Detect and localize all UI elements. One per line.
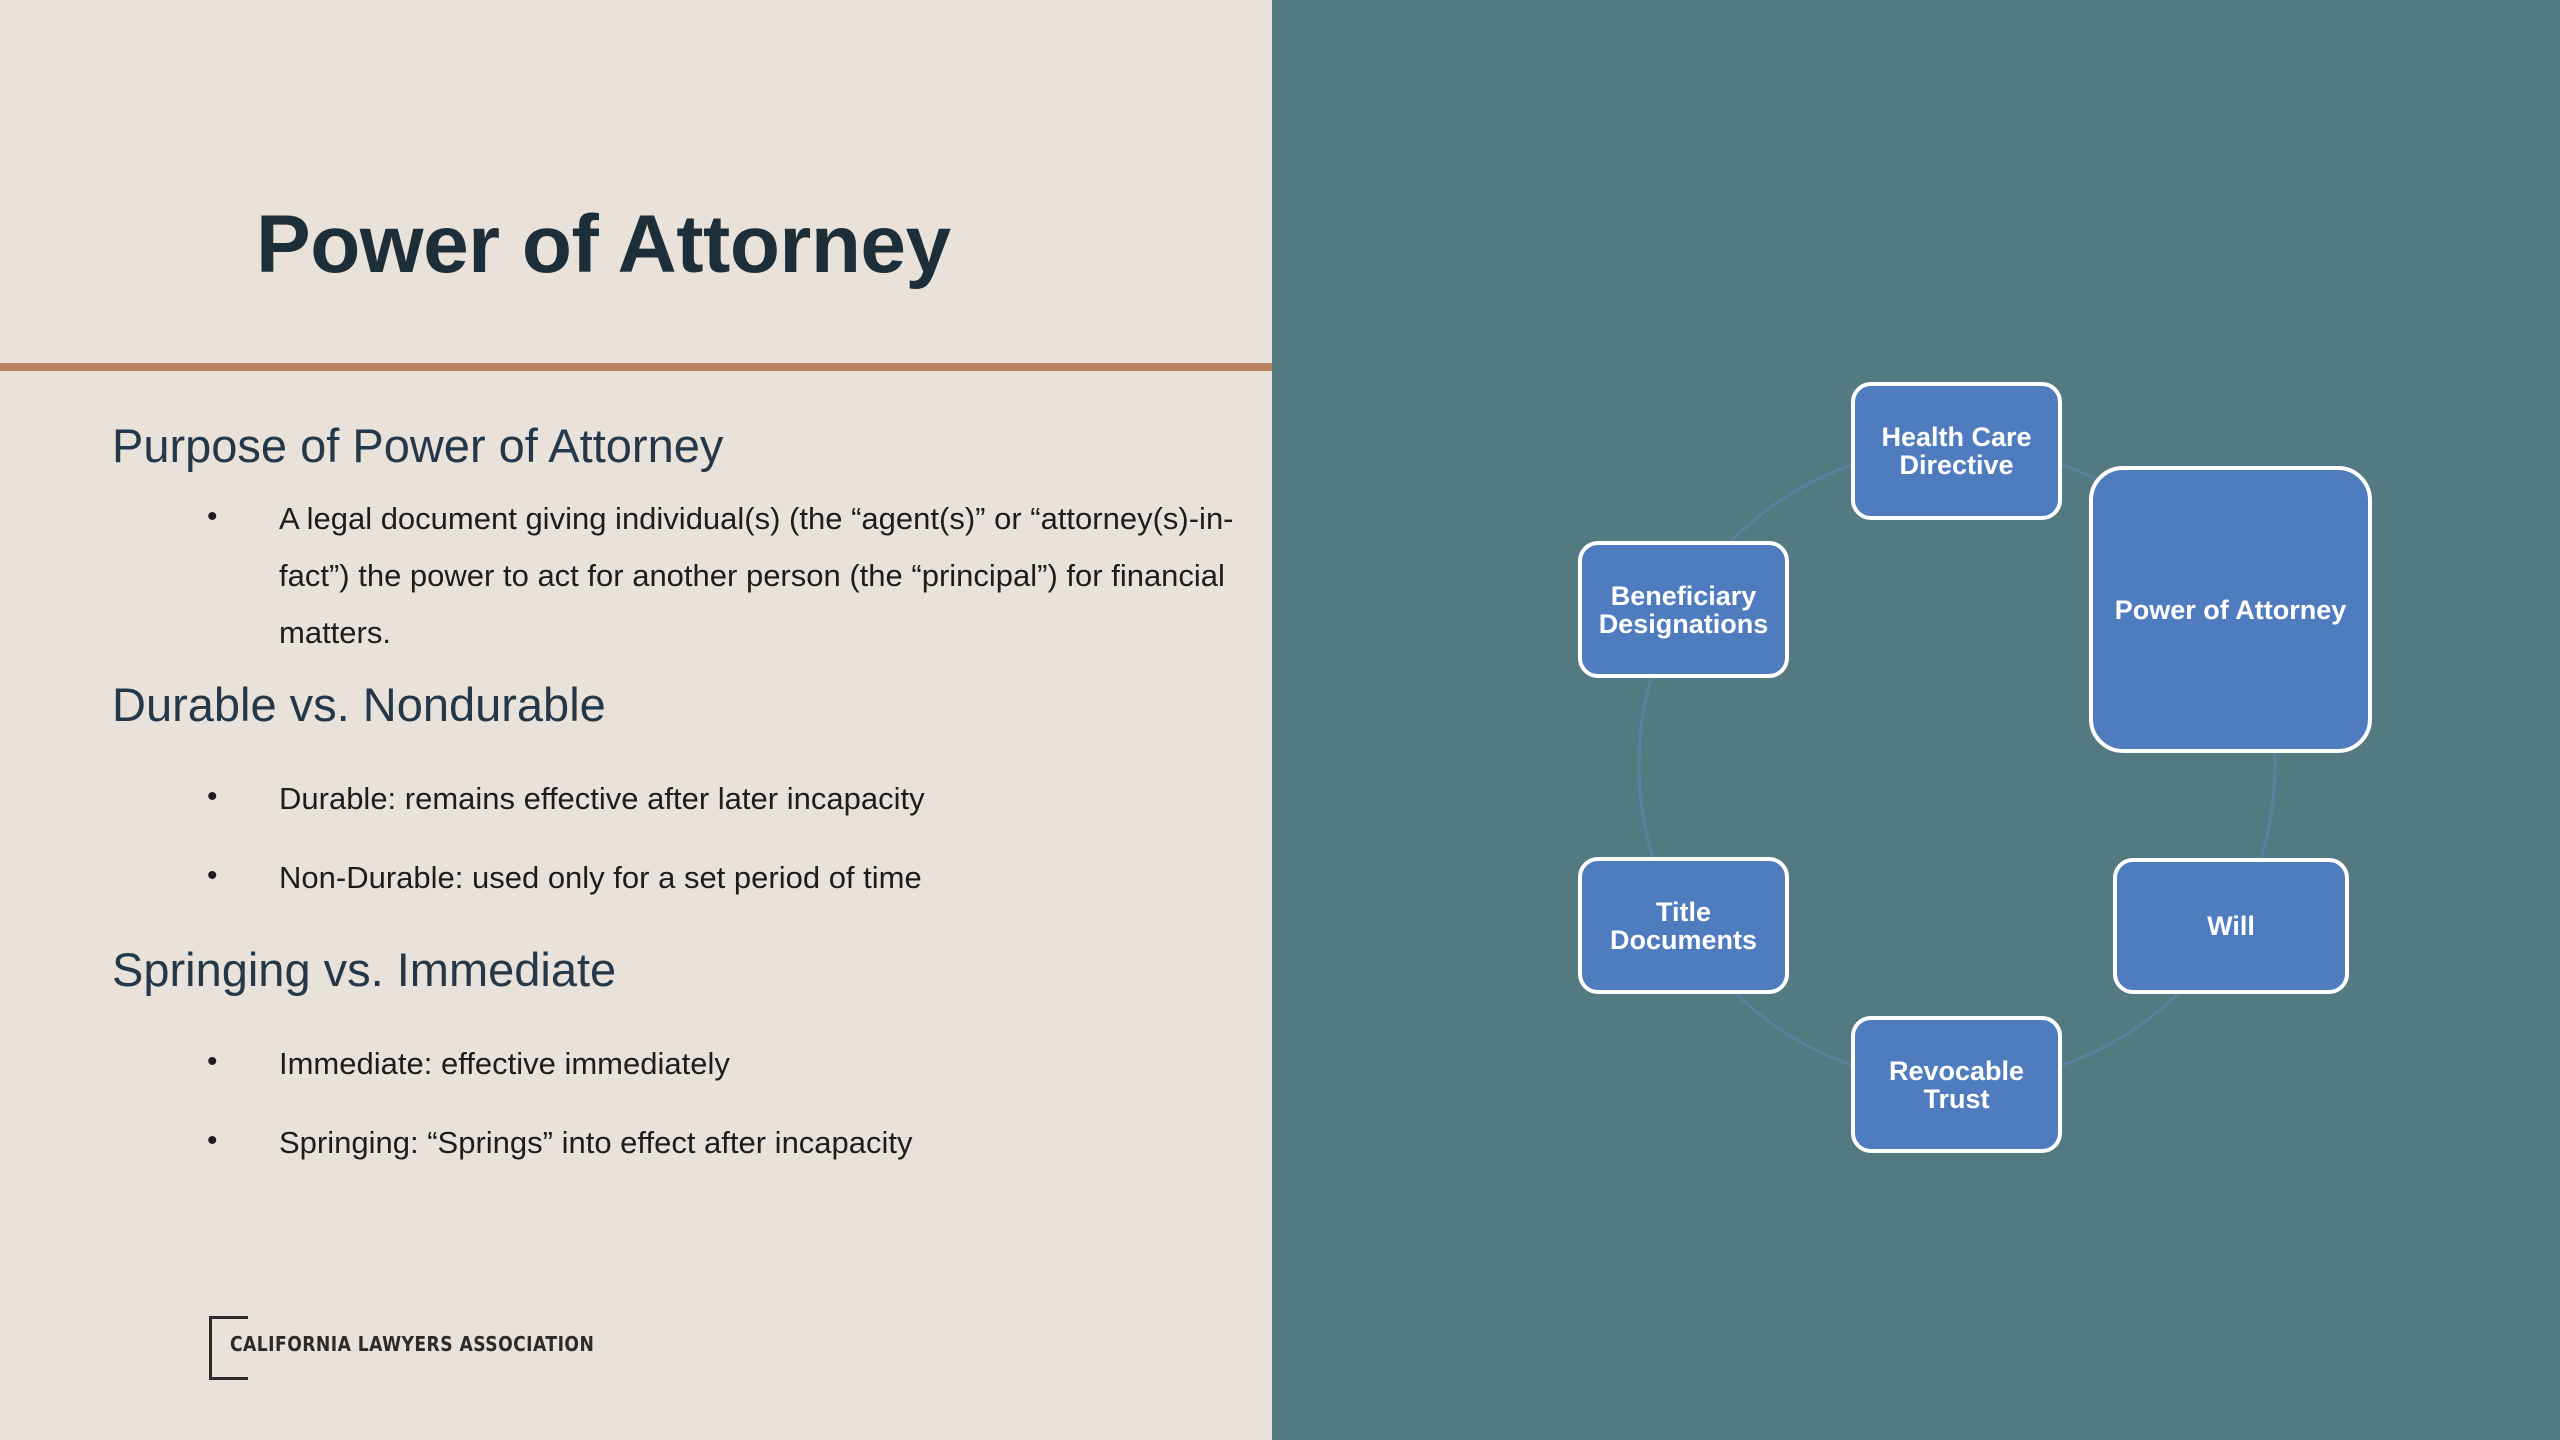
bullet-marker: •: [207, 1124, 218, 1157]
bullet-marker: •: [207, 500, 218, 533]
bullet-marker: •: [207, 1045, 218, 1078]
bullet-marker: •: [207, 859, 218, 892]
section-heading-durable: Durable vs. Nondurable: [112, 678, 606, 731]
node-revocable-trust: Revocable Trust: [1851, 1016, 2062, 1153]
slide-title: Power of Attorney: [256, 199, 951, 290]
bullet-marker: •: [207, 780, 218, 813]
section-heading-springing: Springing vs. Immediate: [112, 943, 617, 996]
node-beneficiary-designations: Beneficiary Designations: [1578, 541, 1789, 678]
node-title-documents: Title Documents: [1578, 857, 1789, 994]
node-power-of-attorney: Power of Attorney: [2089, 466, 2372, 753]
california-lawyers-association-logo: [209, 1316, 629, 1378]
section-heading-purpose: Purpose of Power of Attorney: [112, 419, 724, 472]
bullet-immediate: Immediate: effective immediately: [279, 1046, 730, 1081]
node-health-care-directive: Health Care Directive: [1851, 382, 2062, 520]
bullet-springing: Springing: “Springs” into effect after incapacity: [279, 1125, 913, 1160]
logo-text: CALIFORNIA LAWYERS ASSOCIATION: [230, 1332, 595, 1356]
node-will: Will: [2113, 858, 2349, 994]
title-divider: [0, 363, 1272, 371]
bullet-purpose-definition: A legal document giving individual(s) (the “agent(s)” or “attorney(s)-in-fact”) the power to act for another person (the “principal”) for financial matters.: [279, 501, 1234, 650]
bullet-durable: Durable: remains effective after later incapacity: [279, 781, 925, 816]
bullet-non-durable: Non-Durable: used only for a set period of time: [279, 860, 922, 895]
